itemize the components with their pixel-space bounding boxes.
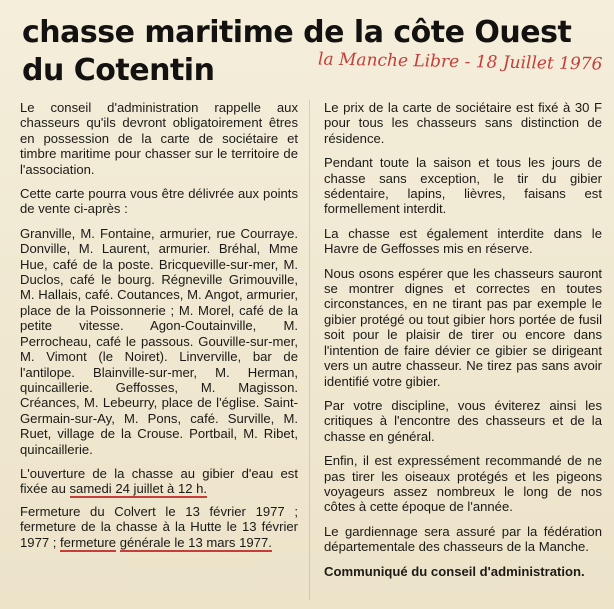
paragraph: Pendant toute la saison et tous les jours de chasse sans exception, le tir du gibier sédentaire, lapins, lièvres, faisans est formellement interdit.: [324, 155, 602, 217]
headline-line-1: chasse maritime de la côte Ouest: [22, 15, 572, 50]
paragraph: Le conseil d'administration rappelle aux chasseurs qu'ils devront obligatoirement êtres en possession de la carte de sociétaire et timbre maritime pour chasser sur le territoire de l'association.: [20, 100, 298, 177]
right-column: [324, 100, 602, 588]
sales-points-paragraph: Granville, M. Fontaine, armurier, rue Courraye. Donville, M. Laurent, armurier. Bréhal, Mme Hue, café de la poste. Bricqueville-sur-mer, M. Duclos, café le bourg. Régneville Grimouville, M. Hallais, café. Coutances, M. Angot, armurier, place de la Poissonnerie ; M. Morel, café de la petite vitesse. Agon-Coutainville, M. Perrocheau, café le passous. Gouville-sur-mer, M. Vimont (le Noiret). Linverville, bar de l'antilope. Blainville-sur-mer, M. Herman, quincaillerie. Geffosses, M. Magisson. Créances, M. Lebeurry, place de l'église. Saint-Germain-sur-Ay, M. Pons, café. Surville, M. Ruet, village de la Crouse. Portbail, M. Ribet, quincaillerie.: [20, 225, 298, 457]
opening-text: L'ouverture de la chasse au gibier d'eau est fixée au: [20, 465, 298, 497]
headline-line-2: du Cotentin: [22, 53, 215, 88]
paragraph: Cette carte pourra vous être délivrée aux points de vente ci-après :: [20, 186, 298, 217]
opening-date-underlined: samedi 24 juillet à 12 h.: [69, 481, 208, 497]
left-column: [20, 100, 298, 559]
paragraph: Le prix de la carte de sociétaire est fixé à 30 F pour tous les chasseurs sans distinction de résidence.: [324, 100, 602, 146]
opening-date-paragraph: [20, 466, 298, 497]
paragraph: Le gardiennage sera assuré par la fédération départementale des chasseurs de la Manche.: [324, 523, 602, 555]
closing-text: Fermeture du Colvert le 13 février 1977 ; fermeture de la chasse à la Hutte le 13 février 1977 ;: [20, 503, 298, 550]
column-divider: [309, 100, 310, 600]
paragraph: La chasse est également interdite dans le Havre de Geffosses mis en réserve.: [324, 225, 602, 257]
paragraph: Par votre discipline, vous éviterez ainsi les critiques à l'encontre des chasseurs et de la chasse en général.: [324, 397, 602, 444]
closing-dates-paragraph: [20, 504, 298, 550]
closing-general-underlined-b: générale le 13 mars 1977.: [119, 534, 272, 550]
paragraph: Nous osons espérer que les chasseurs sauront se montrer dignes et correctes en toutes circonstances, en ne tirant pas par exemple le gibier protégé ou tout gibier hors portée de fusil soit pour le plaisir de tirer ou encore dans l'intention de faire dévier ce gibier se dirigeant vers un autre chasseur. Ne tirez pas sans avoir identifié votre gibier.: [324, 265, 602, 389]
signature-paragraph: Communiqué du conseil d'administration.: [324, 563, 585, 579]
handwritten-source-note: la Manche Libre - 18 Juillet 1976: [317, 49, 603, 75]
paragraph: Enfin, il est expressément recommandé de ne pas tirer les oiseaux protégés et les pigeons voyageurs assez nombreux le long de nos côtes à cette époque de l'année.: [324, 453, 602, 515]
closing-general-underlined-a: fermeture: [60, 534, 117, 550]
